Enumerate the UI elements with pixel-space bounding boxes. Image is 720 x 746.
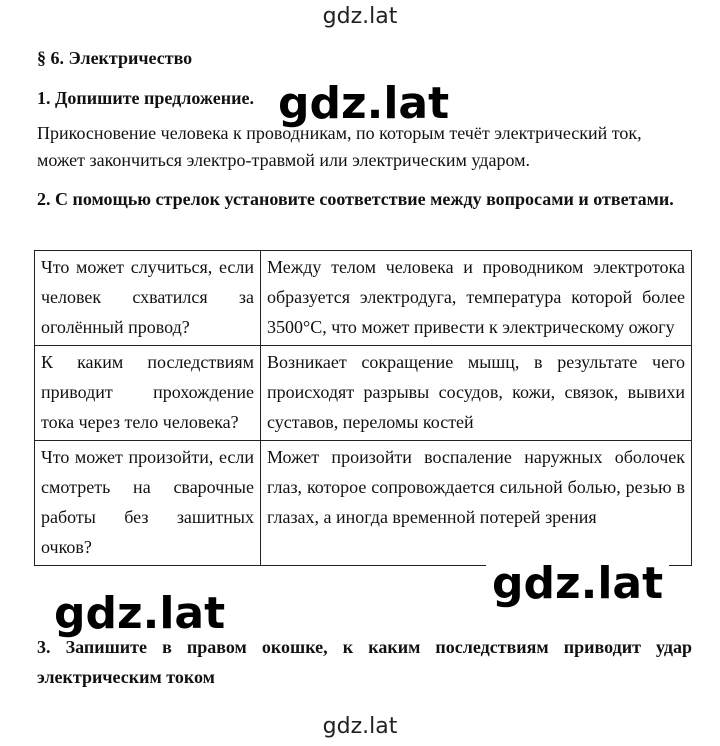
table-row (35, 441, 692, 566)
matching-table (34, 250, 692, 566)
table-row (35, 251, 692, 346)
question-cell: Что может случиться, если человек схватился за оголённый провод? (35, 251, 261, 346)
watermark-logo-1: gdz.lat (272, 82, 455, 126)
watermark-logo-3: gdz.lat (48, 592, 231, 636)
watermark-logo-2: gdz.lat (486, 562, 669, 606)
table-row (35, 346, 692, 441)
task3-title: 3. Запишите в правом окошке, к каким последствиям приводит удар электрическим током (37, 637, 692, 687)
section-title: § 6. Электричество (37, 48, 193, 68)
question-cell: К каким последствиям приводит прохождение тока через тело человека? (35, 346, 261, 441)
task1-title: 1. Допишите предложение. (37, 88, 254, 108)
task1-text: Прикосновение человека к проводникам, по которым течёт электрический ток, может закончиться электро-травмой или электрическим ударом. (37, 123, 642, 170)
answer-cell: Возникает сокращение мышц, в результате чего происходят разрывы сосудов, кожи, связок, вывихи суставов, переломы костей (261, 346, 692, 441)
watermark-bottom: gdz.lat (322, 714, 398, 739)
answer-cell: Между телом человека и проводником электротока образуется электродуга, температура которой более 3500°С, что может привести к электрическому ожогу (261, 251, 692, 346)
watermark-top: gdz.lat (322, 4, 398, 29)
question-cell: Что может произойти, если смотреть на сварочные работы без зашитных очков? (35, 441, 261, 566)
task2-title: 2. С помощью стрелок установите соответствие между вопросами и ответами. (37, 189, 674, 209)
answer-cell: Может произойти воспаление наружных оболочек глаз, которое сопровождается сильной болью, резью в глазах, а иногда временной потерей зрения (261, 441, 692, 566)
